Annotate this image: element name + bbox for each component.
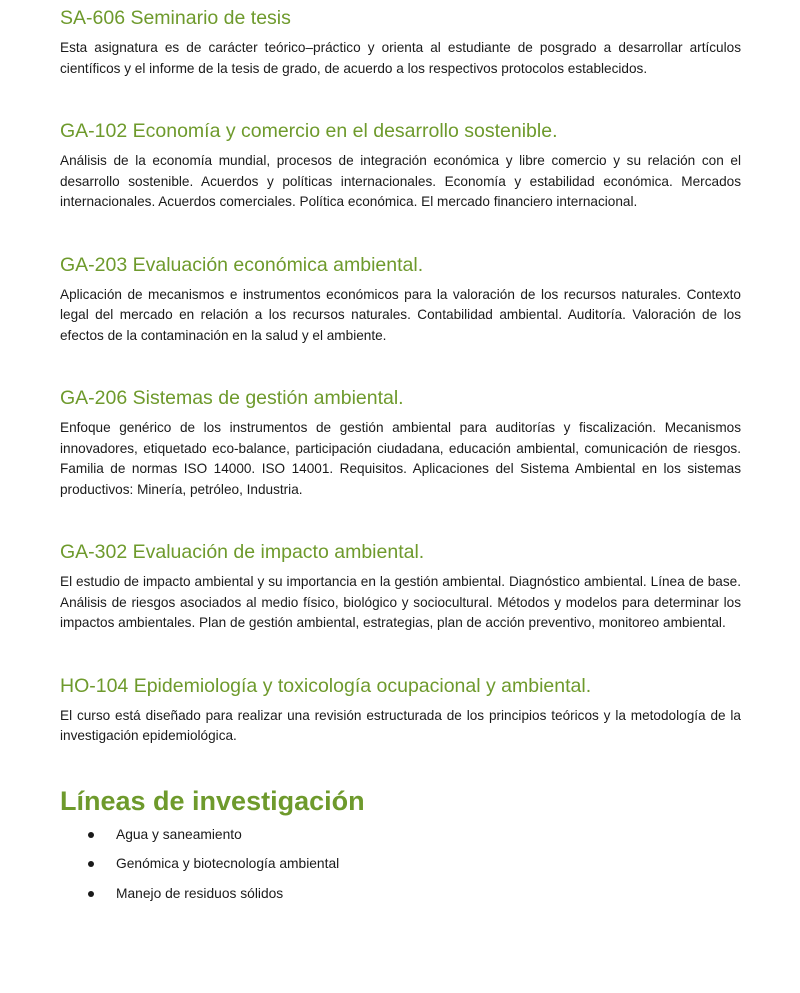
course-title: GA-206 Sistemas de gestión ambiental. [60,387,404,409]
research-lines-section [60,785,741,904]
bullet-icon [88,861,94,867]
course-ga-302 [60,540,741,634]
course-description: Aplicación de mecanismos e instrumentos económicos para la valoración de los recursos naturales. Contexto legal del mercado en relación a los recursos naturales. Contabilidad ambiental. Auditoría. Valoración de los efectos de la contaminación en la salud y el ambiente. [60,286,741,343]
course-description: El estudio de impacto ambiental y su importancia en la gestión ambiental. Diagnóstico ambiental. Línea de base. Análisis de riesgos asociados al medio físico, biológico y sociocultural. Métodos y modelos para determinar los impactos ambientales. Plan de gestión ambiental, estrategias, plan de acción preventivo, monitoreo ambiental. [60,574,741,630]
section-gap [60,747,741,785]
course-description: Análisis de la economía mundial, procesos de integración económica y libre comercio y su relación con el desarrollo sostenible. Acuerdos y políticas internacionales. Economía y estabilidad económica. Mercados internacionales. Acuerdos comerciales. Política económica. El mercado financiero internacional. [60,153,741,209]
course-description: Esta asignatura es de carácter teórico–práctico y orienta al estudiante de posgrado a desarrollar artículos científicos y el informe de la tesis de grado, de acuerdo a los respectivos protocolos establecidos. [60,40,741,76]
course-ho-104 [60,674,741,747]
list-item-label: Genómica y biotecnología ambiental [116,856,340,871]
section-gap [60,500,741,540]
course-title: GA-102 Economía y comercio en el desarrollo sostenible. [60,120,558,142]
list-item [88,825,741,845]
course-sa-606 [60,0,741,79]
section-gap [60,346,741,386]
course-ga-206 [60,386,741,500]
section-gap [60,213,741,253]
list-item [88,884,741,904]
course-ga-203 [60,253,741,347]
section-gap [60,634,741,674]
list-item-label: Agua y saneamiento [116,826,242,842]
section-gap [60,79,741,119]
course-title: HO-104 Epidemiología y toxicología ocupacional y ambiental. [60,674,592,697]
course-title: GA-203 Evaluación económica ambiental. [60,253,424,276]
section-heading: Líneas de investigación [60,785,365,816]
course-title: SA-606 Seminario de tesis [60,7,291,29]
course-description: Enfoque genérico de los instrumentos de gestión ambiental para auditorías y fiscalización. Mecanismos innovadores, etiquetado eco-balance, participación ciudadana, educación ambiental, comunicación de riesgos. Familia de normas ISO 14000. ISO 14001. Requisitos. Aplicaciones del Sistema Ambiental en los sistemas productivos: Minería, petróleo, Industria. [60,420,741,497]
list-item [88,854,741,874]
bullet-icon [88,832,94,838]
course-ga-102 [60,119,741,213]
course-description: El curso está diseñado para realizar una revisión estructurada de los principios teóricos y la metodología de la investigación epidemiológica. [60,707,741,743]
bullet-icon [88,891,94,897]
research-lines-list [60,825,741,904]
list-item-label: Manejo de residuos sólidos [116,885,284,901]
course-title: GA-302 Evaluación de impacto ambiental. [60,541,425,563]
